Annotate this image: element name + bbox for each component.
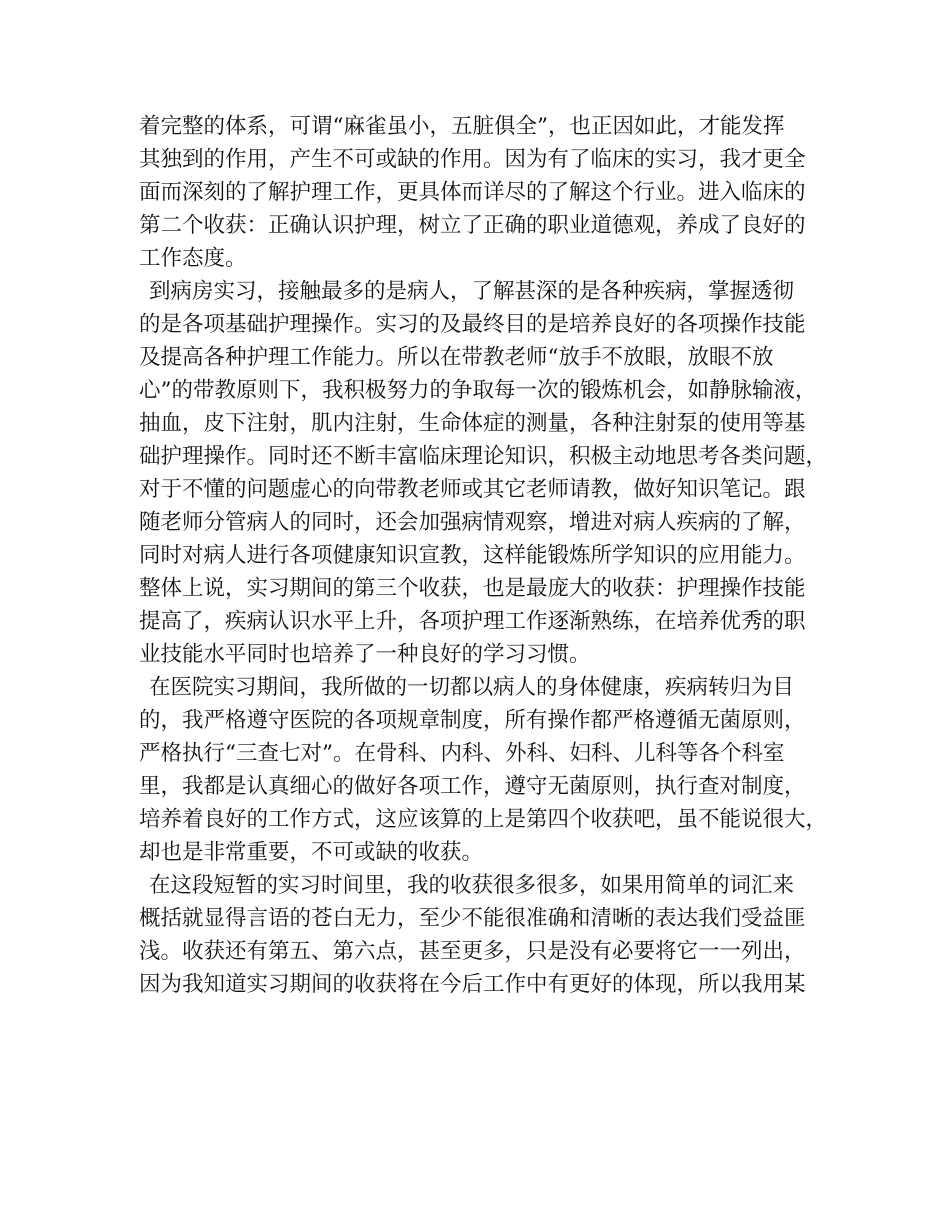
text-line: 心”的带教原则下，我积极努力的争取每一次的锻炼机会，如静脉输液， xyxy=(139,378,817,403)
text-line: 提高了，疾病认识水平上升，各项护理工作逐渐熟练，在培养优秀的职 xyxy=(139,609,806,634)
text-line: 随老师分管病人的同时，还会加强病情观察，增进对病人疾病的了解， xyxy=(139,510,806,535)
text-line: 里，我都是认真细心的做好各项工作，遵守无菌原则，执行查对制度， xyxy=(139,774,806,799)
text-line: 的是各项基础护理操作。实习的及最终目的是培养良好的各项操作技能 xyxy=(139,312,806,337)
text-line: 到病房实习，接触最多的是病人，了解甚深的是各种疾病，掌握透彻 xyxy=(149,279,795,304)
text-line: 培养着良好的工作方式，这应该算的上是第四个收获吧，虽不能说很大， xyxy=(139,807,828,832)
text-line: 严格执行“三查七对”。在骨科、内科、外科、妇科、儿科等各个科室 xyxy=(139,741,785,766)
text-line: 础护理操作。同时还不断丰富临床理论知识，积极主动地思考各类问题， xyxy=(139,444,828,469)
text-line: 业技能水平同时也培养了一种良好的学习习惯。 xyxy=(139,642,591,667)
text-line: 在医院实习期间，我所做的一切都以病人的身体健康，疾病转归为目 xyxy=(149,675,795,700)
text-line: 其独到的作用，产生不可或缺的作用。因为有了临床的实习，我才更全 xyxy=(139,147,806,172)
text-line: 对于不懂的问题虚心的向带教老师或其它老师请教，做好知识笔记。跟 xyxy=(139,477,806,502)
text-line: 同时对病人进行各项健康知识宣教，这样能锻炼所学知识的应用能力。 xyxy=(139,543,806,568)
paragraph-3 xyxy=(139,671,829,869)
text-line: 概括就显得言语的苍白无力，至少不能很准确和清晰的表达我们受益匪 xyxy=(139,906,806,931)
text-line: 抽血，皮下注射，肌内注射，生命体症的测量，各种注射泵的使用等基 xyxy=(139,411,806,436)
text-line: 着完整的体系，可谓“麻雀虽小，五脏俱全”，也正因如此，才能发挥 xyxy=(139,114,785,139)
text-line: 第二个收获：正确认识护理，树立了正确的职业道德观，养成了良好的 xyxy=(139,213,806,238)
text-line: 的，我严格遵守医院的各项规章制度，所有操作都严格遵循无菌原则， xyxy=(139,708,806,733)
paragraph-1 xyxy=(139,110,829,275)
text-line: 浅。收获还有第五、第六点，甚至更多，只是没有必要将它一一列出， xyxy=(139,939,806,964)
text-line: 及提高各种护理工作能力。所以在带教老师“放手不放眼，放眼不放 xyxy=(139,345,774,370)
text-line: 整体上说，实习期间的第三个收获，也是最庞大的收获：护理操作技能 xyxy=(139,576,806,601)
text-line: 却也是非常重要，不可或缺的收获。 xyxy=(139,840,484,865)
paragraph-4 xyxy=(139,869,829,1001)
document-body xyxy=(139,110,829,1001)
text-line: 工作态度。 xyxy=(139,246,247,271)
text-line: 因为我知道实习期间的收获将在今后工作中有更好的体现，所以我用某 xyxy=(139,972,806,997)
text-line: 在这段短暂的实习时间里，我的收获很多很多，如果用简单的词汇来 xyxy=(149,873,795,898)
text-line: 面而深刻的了解护理工作，更具体而详尽的了解这个行业。进入临床的 xyxy=(139,180,806,205)
paragraph-2 xyxy=(139,275,829,671)
